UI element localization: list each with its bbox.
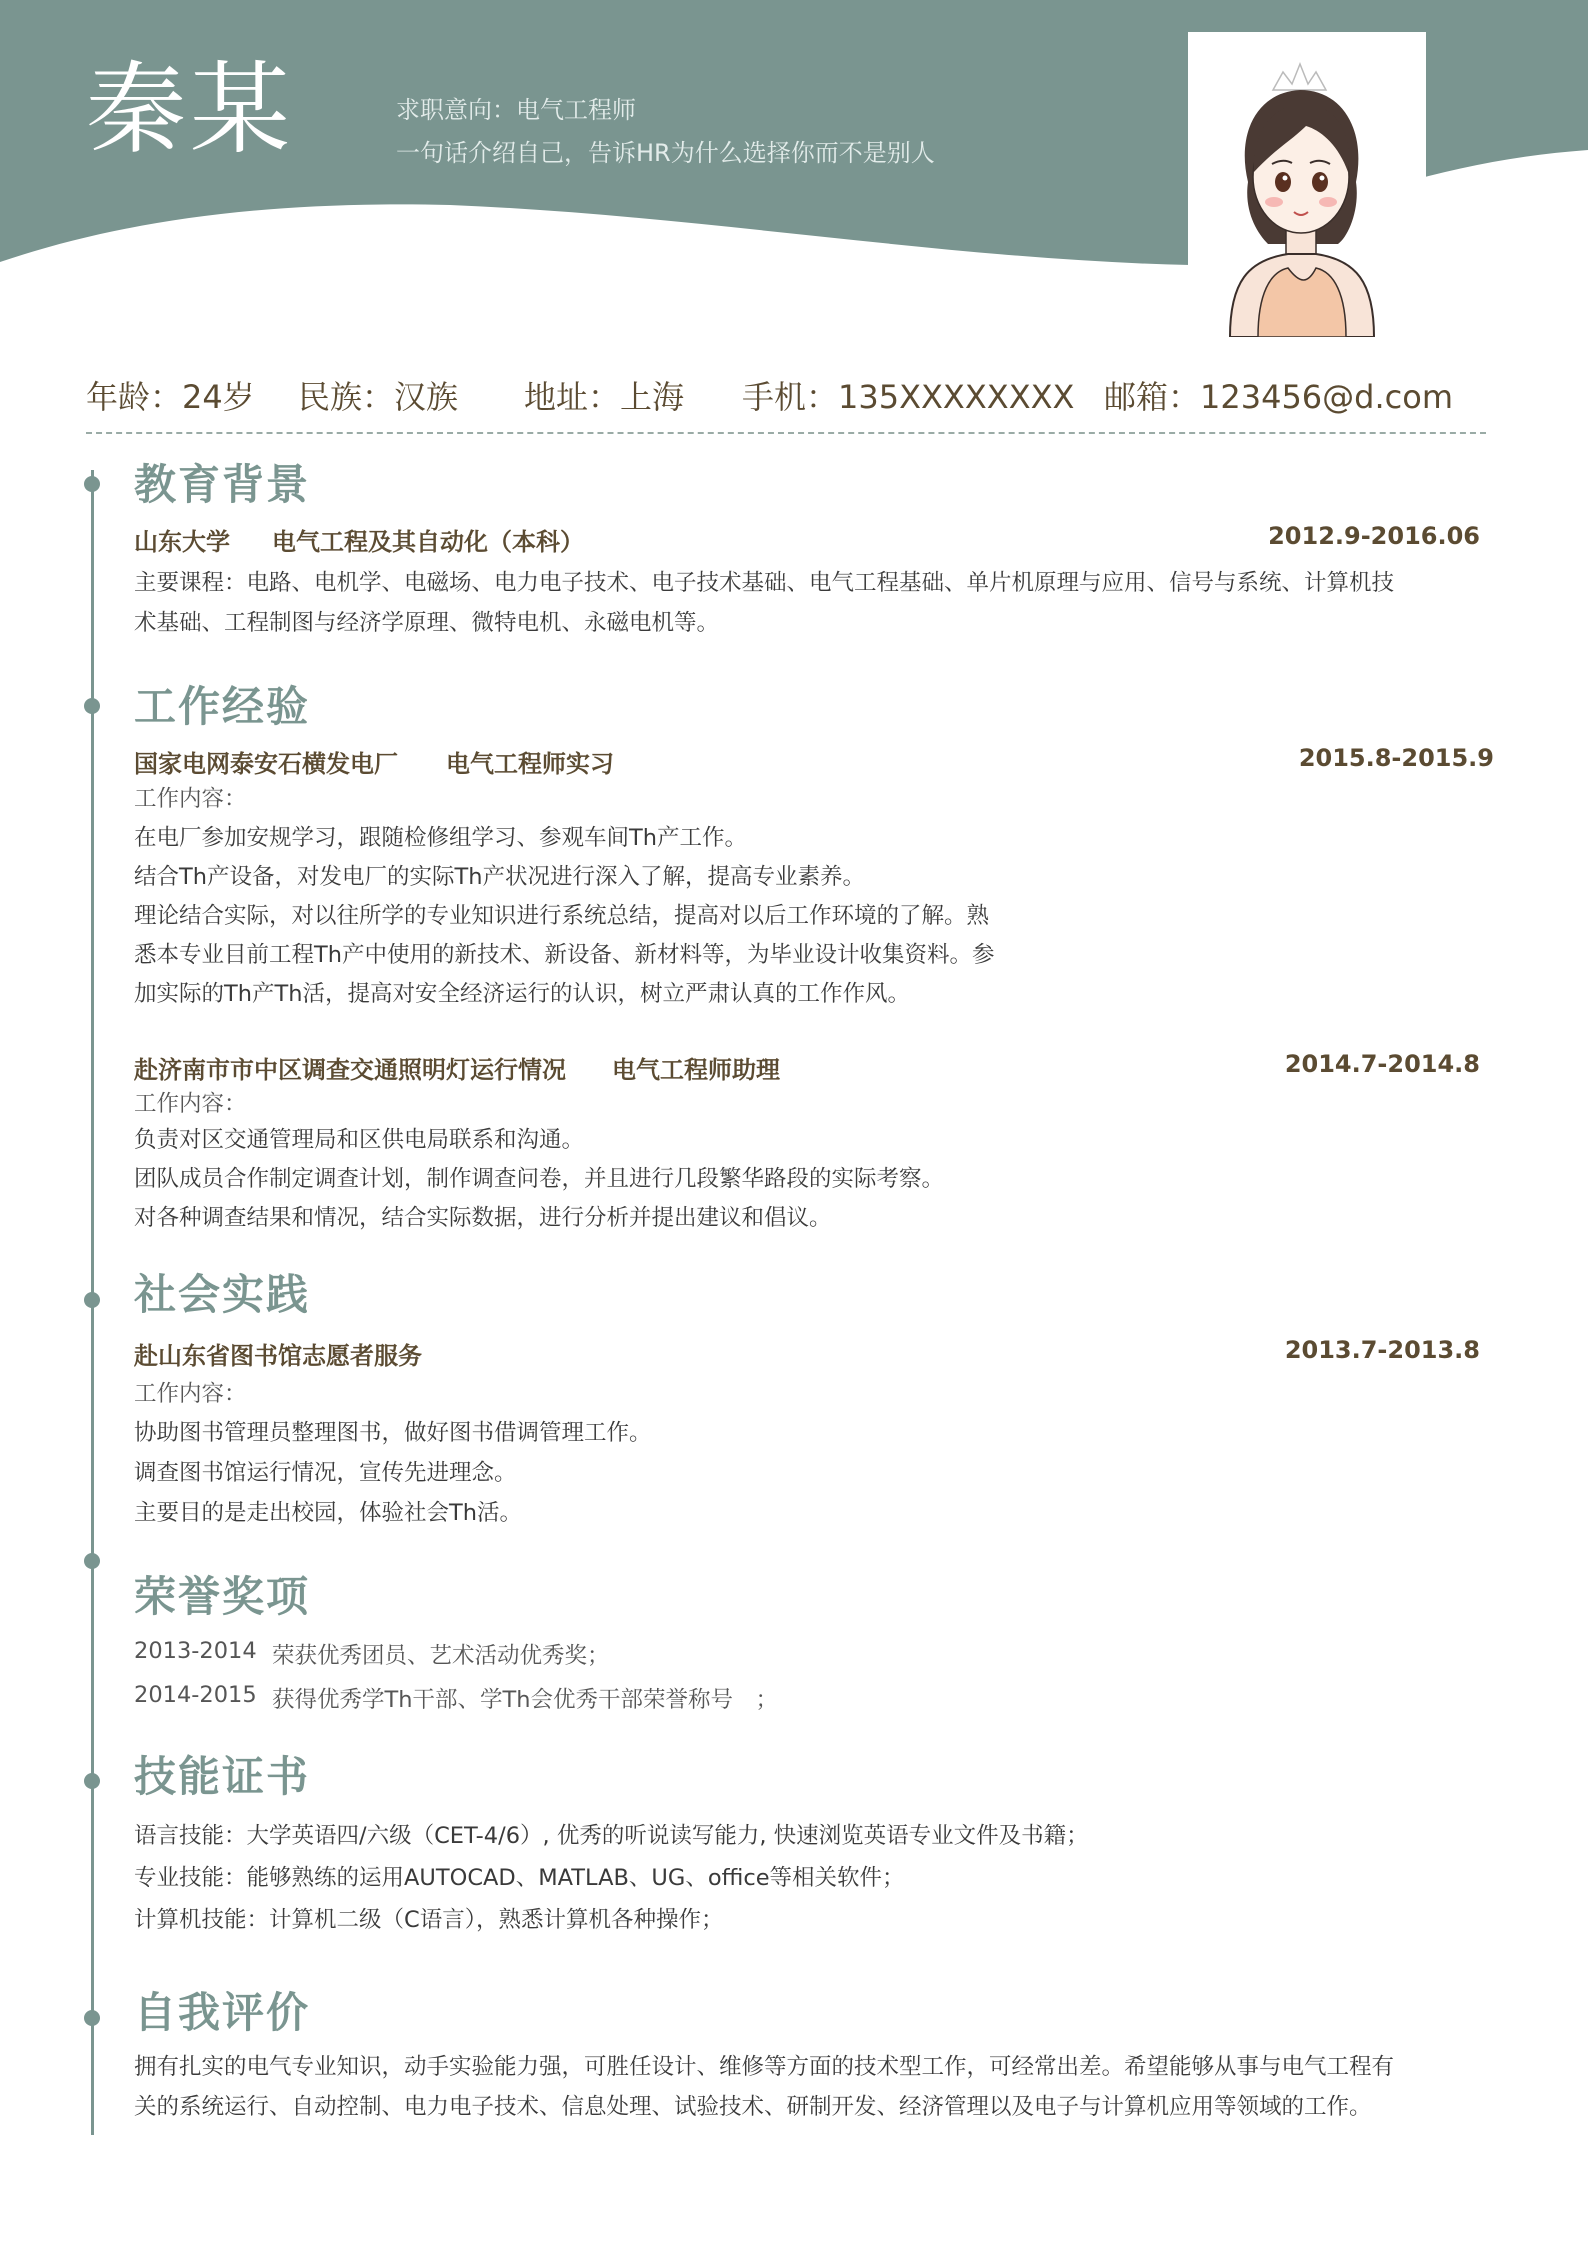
timeline-dot	[84, 476, 100, 492]
job-content-label: 工作内容：	[134, 1091, 247, 1117]
info-address: 地址：上海	[524, 378, 685, 416]
info-email: 邮箱：123456@d.com	[1104, 378, 1453, 416]
award-desc: 荣获优秀团员、艺术活动优秀奖；	[272, 1643, 610, 1669]
award-year: 2014-2015	[134, 1682, 257, 1708]
education-period: 2012.9-2016.06	[1268, 522, 1480, 550]
social-line: 主要目的是走出校园，体验社会Th活。	[134, 1500, 523, 1526]
social-org: 赴山东省图书馆志愿者服务	[134, 1342, 422, 1370]
education-courses-line: 主要课程：电路、电机学、电磁场、电力电子技术、电子技术基础、电气工程基础、单片机原理与应用、信号与系统、计算机技	[134, 570, 1395, 596]
education-school: 山东大学	[134, 528, 230, 556]
social-period: 2013.7-2013.8	[1284, 1336, 1480, 1364]
social-line: 协助图书管理员整理图书，做好图书借调管理工作。	[134, 1420, 652, 1446]
job-intention: 求职意向：电气工程师	[396, 96, 636, 124]
education-major: 电气工程及其自动化（本科）	[272, 528, 584, 556]
avatar-illustration	[1188, 32, 1426, 337]
self-eval-line: 拥有扎实的电气专业知识，动手实验能力强，可胜任设计、维修等方面的技术型工作，可经常出差。希望能够从事与电气工程有	[134, 2054, 1395, 2080]
section-title-social: 社会实践	[134, 1270, 311, 1319]
timeline-dot	[84, 1292, 100, 1308]
skill-line: 专业技能：能够熟练的运用AUTOCAD、MATLAB、UG、office等相关软件；	[134, 1865, 905, 1891]
self-eval-line: 关的系统运行、自动控制、电力电子技术、信息处理、试验技术、研制开发、经济管理以及电子与计算机应用等领域的工作。	[134, 2094, 1372, 2120]
timeline-dot	[84, 2010, 100, 2026]
info-age: 年龄：24岁	[86, 378, 255, 416]
job-company: 国家电网泰安石横发电厂	[134, 750, 398, 778]
job-line: 团队成员合作制定调查计划，制作调查问卷，并且进行几段繁华路段的实际考察。	[134, 1166, 945, 1192]
job-role: 电气工程师实习	[446, 750, 614, 778]
timeline-dot	[84, 1773, 100, 1789]
info-phone: 手机：135XXXXXXXX	[742, 378, 1075, 416]
social-content-label: 工作内容：	[134, 1381, 247, 1407]
info-ethnicity: 民族：汉族	[298, 378, 459, 416]
job-company: 赴济南市市中区调查交通照明灯运行情况	[134, 1056, 566, 1084]
job-period: 2014.7-2014.8	[1284, 1050, 1480, 1078]
job-line: 负责对区交通管理局和区供电局联系和沟通。	[134, 1127, 585, 1153]
divider	[86, 432, 1486, 434]
award-desc: 获得优秀学Th干部、学Th会优秀干部荣誉称号 ；	[272, 1687, 779, 1713]
self-intro: 一句话介绍自己，告诉HR为什么选择你而不是别人	[396, 139, 935, 167]
timeline-dot	[84, 698, 100, 714]
section-title-awards: 荣誉奖项	[134, 1572, 311, 1621]
section-title-education: 教育背景	[134, 460, 311, 509]
job-line: 在电厂参加安规学习，跟随检修组学习、参观车间Th产工作。	[134, 825, 748, 851]
job-line: 理论结合实际，对以往所学的专业知识进行系统总结，提高对以后工作环境的了解。熟	[134, 903, 990, 929]
section-title-work: 工作经验	[134, 682, 311, 731]
social-line: 调查图书馆运行情况，宣传先进理念。	[134, 1460, 517, 1486]
avatar-photo	[1188, 32, 1426, 337]
award-year: 2013-2014	[134, 1638, 257, 1664]
job-role: 电气工程师助理	[612, 1056, 780, 1084]
job-line: 结合Th产设备，对发电厂的实际Th产状况进行深入了解，提高专业素养。	[134, 864, 866, 890]
candidate-name: 秦某	[86, 51, 294, 168]
section-title-skills: 技能证书	[134, 1752, 311, 1801]
job-line: 加实际的Th产Th活，提高对安全经济运行的认识，树立严肃认真的工作作风。	[134, 981, 911, 1007]
job-line: 悉本专业目前工程Th产中使用的新技术、新设备、新材料等，为毕业设计收集资料。参	[134, 942, 995, 968]
timeline-dot	[84, 1553, 100, 1569]
skill-line: 语言技能：大学英语四/六级（CET-4/6）, 优秀的听说读写能力, 快速浏览英语专业文件及书籍；	[134, 1823, 1089, 1849]
section-title-self: 自我评价	[134, 1988, 311, 2037]
job-period: 2015.8-2015.9	[1298, 744, 1494, 772]
education-courses-line: 术基础、工程制图与经济学原理、微特电机、永磁电机等。	[134, 610, 720, 636]
personal-info	[86, 372, 1486, 416]
skill-line: 计算机技能：计算机二级（C语言），熟悉计算机各种操作；	[134, 1907, 724, 1933]
job-content-label: 工作内容：	[134, 786, 247, 812]
job-line: 对各种调查结果和情况，结合实际数据，进行分析并提出建议和倡议。	[134, 1205, 832, 1231]
